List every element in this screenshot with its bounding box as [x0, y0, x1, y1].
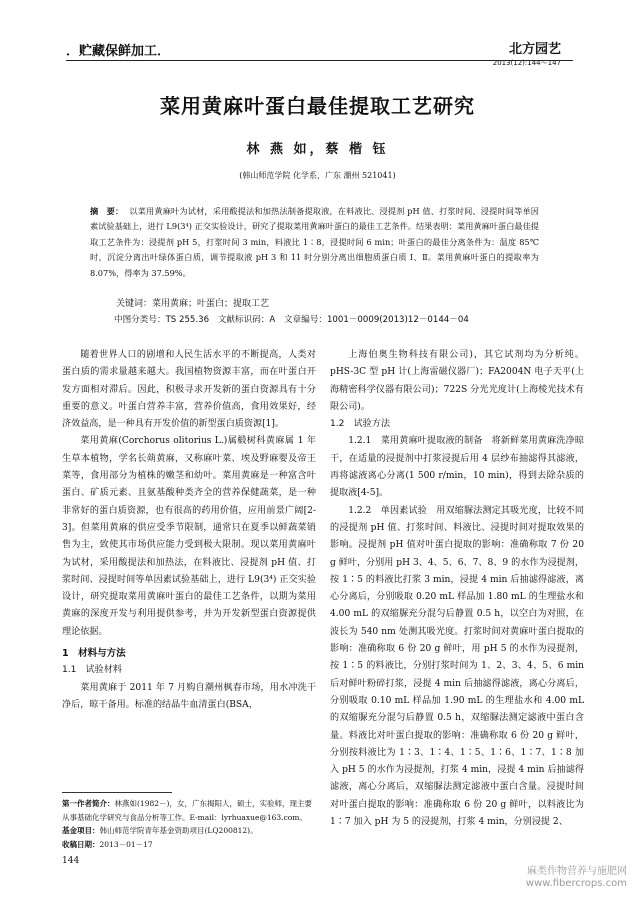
footnote-author — [62, 797, 316, 824]
journal-section-label: ．贮藏保鲜加工． — [66, 44, 171, 59]
journal-title: 北方园艺 — [508, 42, 561, 57]
footnote-author-text: 林燕如(1982－)，女，广东揭阳人，硕士，实验师，现主要从事基础化学研究与食品分析等工作。E-mail：lyrhuaxue@163.com。 — [62, 799, 312, 822]
footnote-date-label: 收稿日期： — [62, 839, 100, 849]
methods-paragraph-1: 1.2.1 菜用黄麻叶提取液的制备 将新鲜菜用黄麻洗净晾干，在适量的浸提剂中打浆浸提后用 4 层纱布抽滤得其滤液，再将滤液离心分离(1 500 r/min，10 min)，得到去除杂质的提取液[4-5]。 — [330, 436, 584, 499]
subsection-heading-materials: 1.1 试验材料 — [62, 665, 122, 676]
paper-title: 菜用黄麻叶蛋白最佳提取工艺研究 — [160, 94, 475, 118]
abstract — [90, 204, 539, 281]
intro-paragraph-1: 随着世界人口的剧增和人民生活水平的不断提高，人类对蛋白质的需求量越来越大。我国植物资源丰富，而在叶蛋白开发方面相对滞后。因此，积极寻求开发新的蛋白资源具有十分重要的意义。叶蛋白营养丰富，营养价值高，食用效果好，经济效益高，是一种具有开发价值的新型蛋白质资源[1]。 — [62, 350, 316, 430]
subsection-heading-methods: 1.2 试验方法 — [330, 419, 390, 430]
watermark-line-2: www.fibercrops.com — [525, 878, 627, 889]
journal-name — [493, 38, 561, 68]
footnote-fund-text: 韩山师范学院青年基金资助项目(LQ200812)。 — [99, 826, 258, 836]
footnote-date — [62, 838, 316, 852]
clc-number: 中图分类号：TS 255.36 — [114, 315, 210, 325]
footnote-fund-label: 基金项目： — [62, 826, 100, 836]
abstract-label: 摘 要： — [90, 206, 124, 216]
footnote — [62, 797, 316, 851]
footnote-date-text: 2013－01－17 — [99, 839, 153, 849]
reagents-paragraph: 上海伯奥生物科技有限公司)，其它试剂均为分析纯。pHS-3C 型 pH 计(上海雷磁仪器厂)；FA2004N 电子天平(上海精密科学仪器有限公司)；722S 分光光度计(上海棱光技术有限公司)。 — [330, 350, 584, 412]
footnote-fund — [62, 824, 316, 838]
watermark — [526, 866, 627, 890]
intro-paragraph-2: 菜用黄麻(Corchorus olitorius L.)属椴树科黄麻属 1 年生草本植物，学名长蒴黄麻，又称麻叶菜、埃及野麻婴及帝王菜等，食用部分为植株的嫩茎和幼叶。菜用黄麻是一种富含叶蛋白、矿质元素、且氨基酸种类齐全的营养保健蔬菜，是一种非常好的蛋白质资源，也有很高的药用价值，应用前景广阔[2-3]。但菜用黄麻的供应受季节限制，通常只在夏季以鲜蔬菜销售为主，致使其市场供应能力受到极大限制。现以菜用黄麻叶为试材，采用酸提法和加热法，在料液比、浸提剂 pH 值、打浆时间、浸提时间等单因素试验基础上，进行 L9(3⁴) 正交实验设计，研究提取菜用黄麻叶蛋白的最佳工艺条件，以期为菜用黄麻的深度开发与利用提供参考，并为开发新型蛋白资源提供理论依据。 — [62, 436, 316, 637]
page-number: 144 — [62, 856, 80, 866]
footnote-rule — [62, 792, 172, 793]
left-column — [62, 347, 316, 714]
document-code: 文献标识码：A — [217, 315, 276, 325]
paper-authors: 林 燕 如，蔡 楷 钰 — [246, 142, 389, 157]
section-heading-materials: 1 材料与方法 — [62, 648, 126, 660]
materials-paragraph: 菜用黄麻于 2011 年 7 月购自潮州枫春市场，用水冲洗干净后，晾干备用。标准的结晶牛血清蛋白(BSA， — [62, 682, 316, 710]
classification-line — [114, 313, 475, 325]
footnote-author-label: 第一作者简介： — [62, 799, 115, 808]
abstract-text: 以菜用黄麻叶为试材，采用酸提法和加热法制备提取液，在料液比、浸提剂 pH 值、打浆时间、浸提时间等单因素试验基础上，进行 L9(3⁴) 正交实验设计，研究了提取菜用黄麻叶蛋白的最佳工艺条件。结果表明：菜用黄麻叶蛋白最佳提取工艺条件为：浸提剂 pH 5，打浆时间 3 min，料液比 1∶8，浸提时间 6 min；叶蛋白的最佳分离条件为：温度 85℃ 时，沉淀分离出叶绿体蛋白质，调节提取液 pH 3 和 11 时分别分离出细胞质蛋白质 Ⅰ、Ⅱ。菜用黄麻叶蛋白的提取率为 8.07%，得率为 37.59%。 — [90, 206, 539, 278]
paper-affiliation: (韩山师范学院 化学系，广东 潮州 521041) — [239, 171, 396, 180]
header-rule — [66, 60, 573, 61]
journal-issue: 2013(12):144～147 — [492, 59, 561, 67]
right-column — [330, 347, 584, 831]
keywords: 关键词：菜用黄麻；叶蛋白；提取工艺 — [116, 299, 270, 309]
article-number: 文章编号：1001－0009(2013)12－0144－04 — [284, 315, 469, 325]
watermark-line-1: 麻类作物营养与施肥网 — [527, 866, 627, 877]
methods-paragraph-2: 1.2.2 单因素试验 用双缩脲法测定其吸光度，比较不同的浸提剂 pH 值、打浆时间、料液比、浸提时间对提取效果的影响。浸提剂 pH 值对叶蛋白提取的影响：准确称取 7 份 20 g 鲜叶，分别用 pH 3、4、5、6、7、8、9 的水作为浸提剂，按 1∶5 的料液比打浆 3 min，浸提 4 min 后抽滤得滤液，离心分离后，分别吸取 0.20 mL 样品加 1.80 mL 的生理盐水和 4.00 mL 的双缩脲充分混匀后静置 0.5 h，以空白为对照，在波长为 540 nm 处测其吸光度。打浆时间对黄麻叶蛋白提取的影响：准确称取 6 份 20 g 鲜叶，用 pH 5 的水作为浸提剂，按 1∶5 的料液比，分别打浆时间为 1、2、3、4、5、6 min 后对鲜叶粉碎打浆，浸提 4 min 后抽滤得滤液，离心分离后，分别吸取 0.10 mL 样品加 1.90 mL 的生理盐水和 4.00 mL 的双缩脲充分混匀后静置 0.5 h，双缩脲法测定滤液中蛋白含量。料液比对叶蛋白提取的影响：准确称取 6 份 20 g 鲜叶，分别按料液比为 1∶3、1∶4、1∶5、1∶6、1∶7、1∶8 加入 pH 5 的水作为浸提剂，打浆 4 min，浸提 4 min 后抽滤得滤液，离心分离后，双缩脲法测定滤液中蛋白含量。浸提时间对叶蛋白提取的影响：准确称取 6 份 20 g 鲜叶，以料液比为 1∶7 加入 pH 为 5 的浸提剂，打浆 4 min，分别浸提 2、 — [330, 505, 584, 828]
